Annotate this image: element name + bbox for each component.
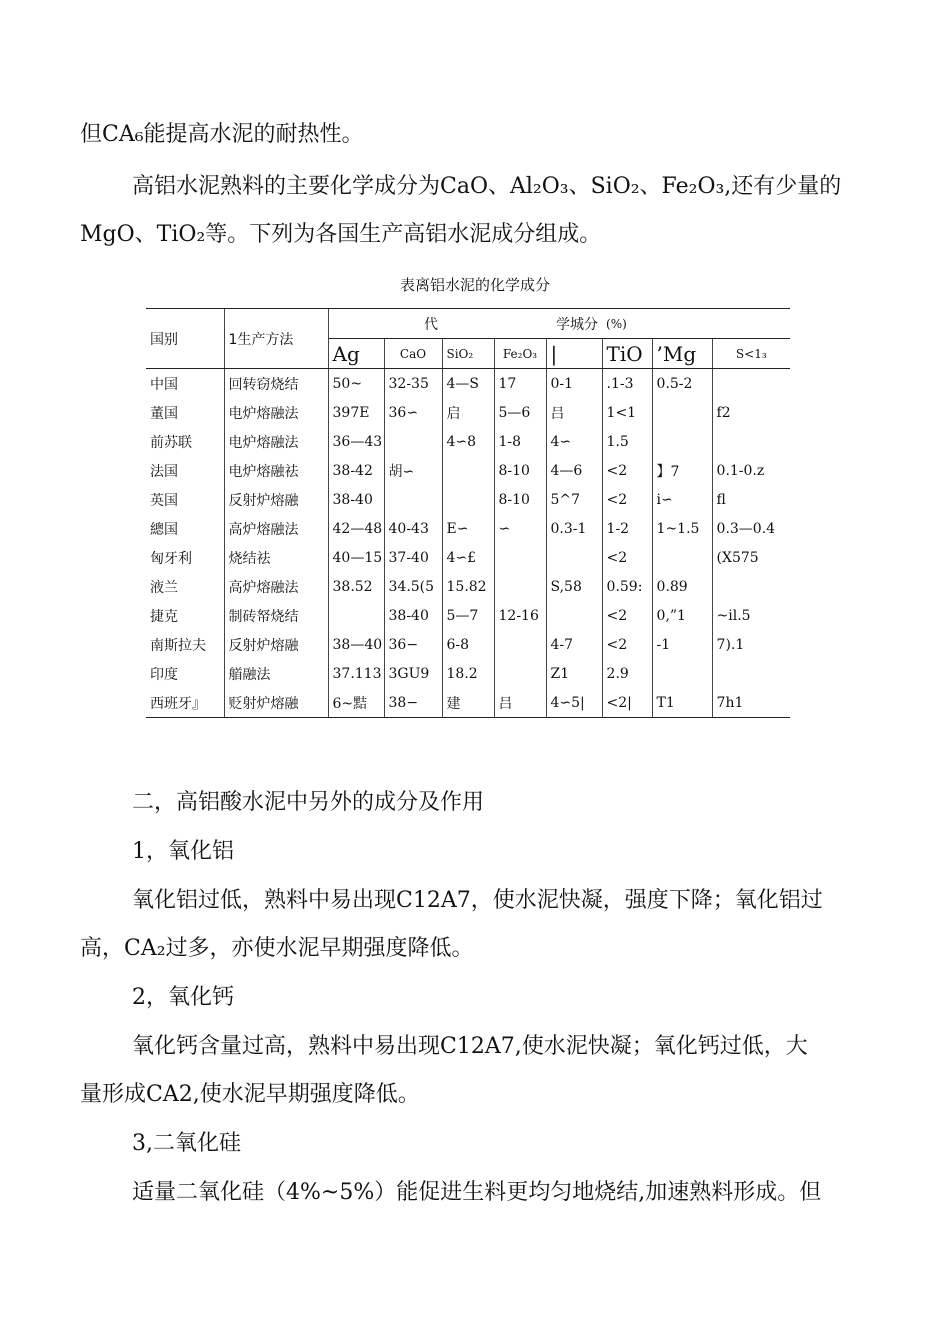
value-cell bbox=[712, 572, 790, 601]
value-cell: 38.52 bbox=[328, 572, 384, 601]
table-body bbox=[146, 369, 790, 718]
table-row bbox=[146, 427, 790, 456]
value-cell: .1-3 bbox=[602, 369, 652, 399]
table-row bbox=[146, 514, 790, 543]
item-2-title: 2，氧化钙 bbox=[132, 985, 234, 1010]
value-cell: 4-7 bbox=[546, 630, 602, 659]
country-cell: 南斯拉夫 bbox=[150, 637, 206, 654]
value-cell: 36∽ bbox=[384, 398, 442, 427]
item-2-paragraph-line-1: 氧化钙含量过高，熟料中易出现C12A7,使水泥快凝；氧化钙过低，大 bbox=[132, 1034, 808, 1059]
value-cell bbox=[546, 601, 602, 630]
value-cell: 38-40 bbox=[384, 601, 442, 630]
value-cell: <2 bbox=[602, 485, 652, 514]
value-cell: ~il.5 bbox=[712, 601, 790, 630]
value-cell: 7).1 bbox=[712, 630, 790, 659]
value-cell: <2 bbox=[602, 630, 652, 659]
value-cell: 1~1.5 bbox=[652, 514, 712, 543]
value-cell bbox=[442, 456, 494, 485]
intro-line-3: MgO、TiO₂等。下列为各国生产高铝水泥成分组成。 bbox=[80, 222, 602, 247]
value-cell: 4∽5| bbox=[546, 688, 602, 718]
col-tio: TiO bbox=[602, 339, 652, 369]
col-fe2o3: Fe₂O₃ bbox=[494, 339, 546, 369]
value-cell bbox=[546, 543, 602, 572]
item-2-paragraph-line-2: 量形成CA2,使水泥早期强度降低。 bbox=[80, 1082, 420, 1107]
method-cell: 电炉熔融法 bbox=[224, 398, 328, 427]
col-cao: CaO bbox=[384, 339, 442, 369]
country-cell: 英国 bbox=[150, 492, 178, 509]
value-cell bbox=[494, 543, 546, 572]
country-cell: 中国 bbox=[150, 376, 178, 393]
value-cell: 36—43 bbox=[328, 427, 384, 456]
table-row bbox=[146, 572, 790, 601]
value-cell: 8-10 bbox=[494, 485, 546, 514]
table-row bbox=[146, 630, 790, 659]
value-cell bbox=[652, 659, 712, 688]
col-bar: | bbox=[546, 339, 602, 369]
value-cell: 38− bbox=[384, 688, 442, 718]
value-cell: 36− bbox=[384, 630, 442, 659]
value-cell: 7h1 bbox=[712, 688, 790, 718]
value-cell: 6~黠 bbox=[328, 688, 384, 718]
method-cell: 烧结祛 bbox=[224, 543, 328, 572]
table-row bbox=[146, 601, 790, 630]
method-cell: 制砖帑烧结 bbox=[224, 601, 328, 630]
header-group-a: 代 bbox=[328, 309, 442, 339]
value-cell: 38—40 bbox=[328, 630, 384, 659]
table-row bbox=[146, 688, 790, 718]
table-row bbox=[146, 659, 790, 688]
value-cell: 17 bbox=[494, 369, 546, 399]
item-1-title: 1，氧化铝 bbox=[132, 839, 234, 864]
intro-line-2: 高铝水泥熟料的主要化学成分为CaO、Al₂O₃、SiO₂、Fe₂O₃,还有少量的 bbox=[132, 174, 842, 199]
header-method: 1生产方法 bbox=[224, 309, 328, 369]
value-cell: 38-42 bbox=[328, 456, 384, 485]
value-cell: 1-2 bbox=[602, 514, 652, 543]
table-row bbox=[146, 456, 790, 485]
value-cell: 37.113 bbox=[328, 659, 384, 688]
value-cell bbox=[328, 601, 384, 630]
value-cell: 5—7 bbox=[442, 601, 494, 630]
item-1-paragraph-line-1: 氧化铝过低，熟料中易出现C12A7，使水泥快凝，强度下降；氧化铝过 bbox=[132, 888, 823, 913]
value-cell: 32-35 bbox=[384, 369, 442, 399]
value-cell: 6-8 bbox=[442, 630, 494, 659]
value-cell bbox=[494, 659, 546, 688]
value-cell: 1.5 bbox=[602, 427, 652, 456]
value-cell bbox=[442, 485, 494, 514]
col-ag: Ag bbox=[328, 339, 384, 369]
value-cell: 5^7 bbox=[546, 485, 602, 514]
value-cell bbox=[712, 427, 790, 456]
intro-line-1: 但CA₆能提高水泥的耐热性。 bbox=[80, 122, 364, 147]
value-cell: 0.5-2 bbox=[652, 369, 712, 399]
value-cell: 50~ bbox=[328, 369, 384, 399]
value-cell: <2 bbox=[602, 543, 652, 572]
value-cell: 18.2 bbox=[442, 659, 494, 688]
value-cell: 4—6 bbox=[546, 456, 602, 485]
value-cell: T1 bbox=[652, 688, 712, 718]
value-cell: 0.3-1 bbox=[546, 514, 602, 543]
table-row bbox=[146, 369, 790, 399]
item-1-paragraph-line-2: 高，CA₂过多，亦使水泥早期强度降低。 bbox=[80, 936, 474, 961]
value-cell: 8-10 bbox=[494, 456, 546, 485]
value-cell: 胡∽ bbox=[384, 456, 442, 485]
value-cell: 1-8 bbox=[494, 427, 546, 456]
value-cell: 0.89 bbox=[652, 572, 712, 601]
method-cell: 高炉熔融法 bbox=[224, 572, 328, 601]
col-s: S<1₃ bbox=[712, 339, 790, 369]
value-cell: 34.5(5 bbox=[384, 572, 442, 601]
value-cell: 37-40 bbox=[384, 543, 442, 572]
value-cell bbox=[494, 630, 546, 659]
value-cell: 2.9 bbox=[602, 659, 652, 688]
country-cell: 匈牙利 bbox=[150, 550, 192, 567]
country-cell: 液兰 bbox=[150, 579, 178, 596]
value-cell: -1 bbox=[652, 630, 712, 659]
value-cell: 4∽£ bbox=[442, 543, 494, 572]
table-caption: 表离铝水泥的化学成分 bbox=[399, 276, 550, 294]
value-cell bbox=[384, 485, 442, 514]
composition-table bbox=[146, 308, 790, 718]
value-cell: 启 bbox=[442, 398, 494, 427]
header-group-b: 学城分 bbox=[442, 309, 602, 339]
value-cell: <2 bbox=[602, 456, 652, 485]
value-cell bbox=[652, 427, 712, 456]
item-3-paragraph-line-1: 适量二氧化硅（4%~5%）能促进生料更均匀地烧结,加速熟料形成。但 bbox=[132, 1180, 822, 1205]
method-cell: 贬射炉熔融 bbox=[224, 688, 328, 718]
value-cell: 吕 bbox=[494, 688, 546, 718]
value-cell: 4∽8 bbox=[442, 427, 494, 456]
col-sio2: SiO₂ bbox=[442, 339, 494, 369]
value-cell bbox=[494, 572, 546, 601]
value-cell: 0.59: bbox=[602, 572, 652, 601]
col-mg: ’Mg bbox=[652, 339, 712, 369]
value-cell: 42—48 bbox=[328, 514, 384, 543]
value-cell: 5—6 bbox=[494, 398, 546, 427]
value-cell bbox=[652, 398, 712, 427]
table-row bbox=[146, 398, 790, 427]
method-cell: 高炉熔融法 bbox=[224, 514, 328, 543]
value-cell: fl bbox=[712, 485, 790, 514]
value-cell bbox=[712, 659, 790, 688]
value-cell bbox=[652, 543, 712, 572]
value-cell bbox=[712, 369, 790, 399]
value-cell: 4∽ bbox=[546, 427, 602, 456]
header-unit: (%) bbox=[602, 309, 790, 339]
value-cell: 0,”1 bbox=[652, 601, 712, 630]
country-cell: 印度 bbox=[150, 666, 178, 683]
value-cell bbox=[384, 427, 442, 456]
value-cell: 1<1 bbox=[602, 398, 652, 427]
value-cell: 0-1 bbox=[546, 369, 602, 399]
country-cell: 西班牙』 bbox=[146, 688, 224, 718]
method-cell: 反射炉熔融 bbox=[224, 630, 328, 659]
value-cell: 397E bbox=[328, 398, 384, 427]
value-cell: 40—15 bbox=[328, 543, 384, 572]
table-row bbox=[146, 485, 790, 514]
table-row bbox=[146, 543, 790, 572]
country-cell: 董国 bbox=[150, 405, 178, 422]
value-cell: 3GU9 bbox=[384, 659, 442, 688]
value-cell: 38-40 bbox=[328, 485, 384, 514]
value-cell: <2 bbox=[602, 601, 652, 630]
value-cell: 15.82 bbox=[442, 572, 494, 601]
country-cell: 法国 bbox=[150, 463, 178, 480]
value-cell: 】7 bbox=[652, 456, 712, 485]
item-3-title: 3,二氧化硅 bbox=[132, 1131, 241, 1156]
value-cell: 建 bbox=[442, 688, 494, 718]
header-country: 国别 bbox=[146, 309, 224, 369]
value-cell: 40-43 bbox=[384, 514, 442, 543]
method-cell: 反射炉熔融 bbox=[224, 485, 328, 514]
method-cell: 电炉熔融法 bbox=[224, 427, 328, 456]
value-cell: (X575 bbox=[712, 543, 790, 572]
value-cell: 12-16 bbox=[494, 601, 546, 630]
method-cell: 电炉熔融祛 bbox=[224, 456, 328, 485]
value-cell: <2| bbox=[602, 688, 652, 718]
value-cell: f2 bbox=[712, 398, 790, 427]
value-cell: 4—S bbox=[442, 369, 494, 399]
value-cell: E∽ bbox=[442, 514, 494, 543]
value-cell: S,58 bbox=[546, 572, 602, 601]
value-cell: ∽ bbox=[494, 514, 546, 543]
country-cell: 總国 bbox=[150, 521, 178, 538]
method-cell: 艏融法 bbox=[224, 659, 328, 688]
country-cell: 捷克 bbox=[150, 608, 178, 625]
country-cell: 前苏联 bbox=[150, 434, 192, 451]
value-cell: Z1 bbox=[546, 659, 602, 688]
value-cell: 0.3—0.4 bbox=[712, 514, 790, 543]
value-cell: 0.1-0.z bbox=[712, 456, 790, 485]
method-cell: 回转窃烧结 bbox=[224, 369, 328, 399]
value-cell: 吕 bbox=[546, 398, 602, 427]
value-cell: i∽ bbox=[652, 485, 712, 514]
section-2-heading: 二，高铝酸水泥中另外的成分及作用 bbox=[132, 790, 485, 815]
